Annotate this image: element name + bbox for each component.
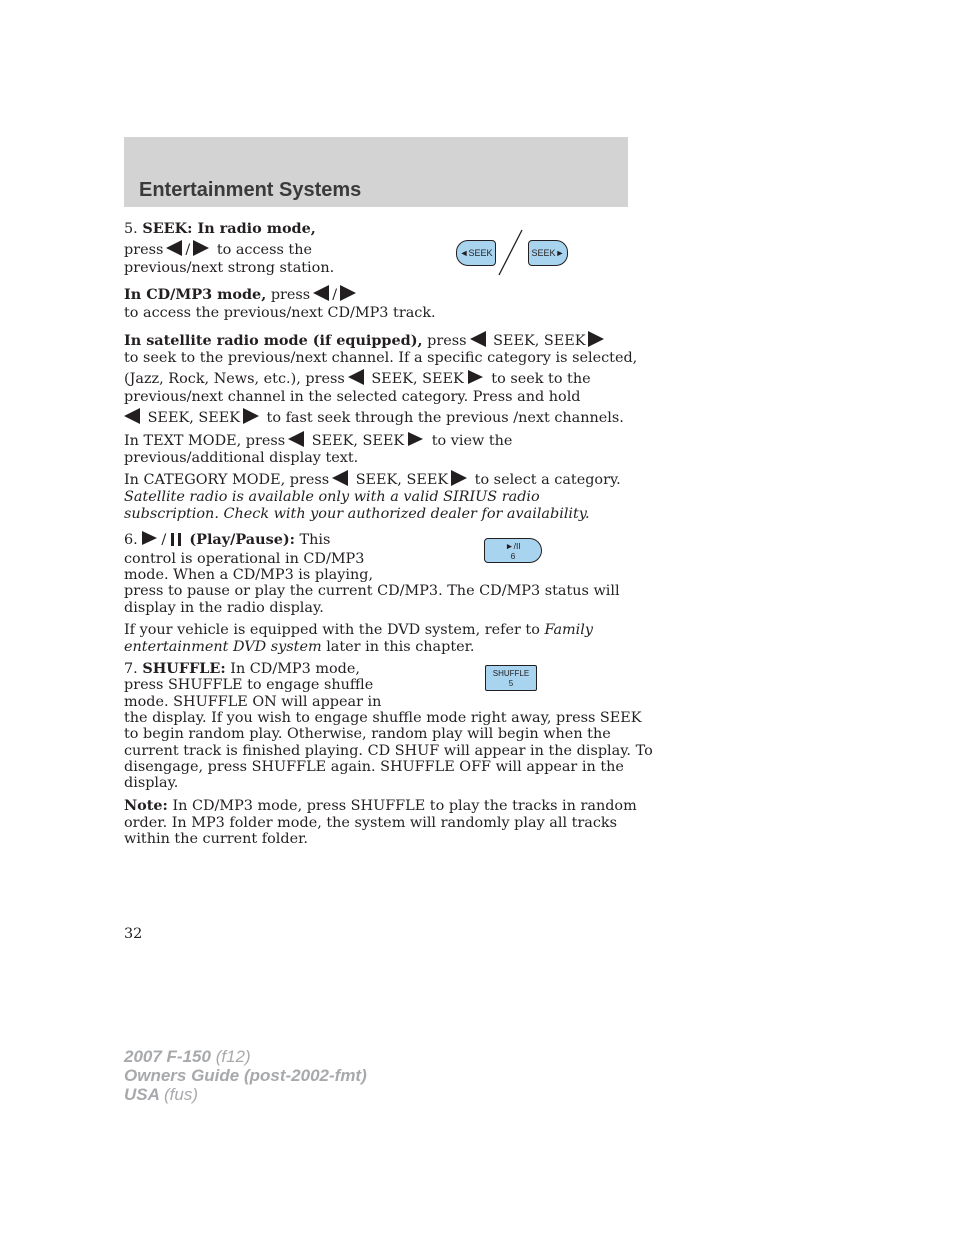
document-footer	[124, 1047, 367, 1104]
button-number: 6	[510, 551, 516, 561]
text: (Jazz, Rock, News, etc.), press	[124, 371, 345, 387]
text: 2007 F-150	[124, 1047, 211, 1066]
text: In CD/MP3 mode, press SHUFFLE to play the tracks in random	[172, 798, 637, 814]
shuffle-note-line-2: order. In MP3 folder mode, the system will randomly play all tracks	[124, 815, 618, 831]
satellite-line-4: previous/next channel in the selected category. Press and hold	[124, 389, 581, 405]
play-line-5: display in the radio display.	[124, 600, 324, 616]
play-heading: (Play/Pause):	[189, 531, 295, 548]
shuffle-button	[485, 665, 537, 691]
sirius-note-line-2: subscription. Check with your authorized dealer for availability.	[124, 506, 590, 522]
pause-icon	[178, 533, 181, 546]
text: This	[299, 532, 331, 548]
shuffle-line-7: disengage, press SHUFFLE again. SHUFFLE OFF will appear in the	[124, 759, 624, 775]
text: press	[270, 287, 311, 303]
seek-left-icon	[288, 431, 304, 447]
shuffle-line-8: display.	[124, 775, 179, 791]
shuffle-heading-line	[124, 661, 360, 678]
text: /	[161, 532, 167, 548]
seek-right-button: SEEK►	[528, 240, 568, 266]
shuffle-line-4: the display. If you wish to engage shuffle mode right away, press SEEK	[124, 710, 642, 726]
footer-line-3	[124, 1085, 367, 1104]
seek-left-icon	[332, 470, 348, 486]
category-mode-line	[124, 470, 621, 489]
seek-left-button: ◄SEEK	[456, 240, 496, 266]
play-line-2: control is operational in CD/MP3	[124, 551, 365, 567]
seek-left-icon	[470, 331, 486, 347]
seek-left-icon	[348, 369, 364, 385]
text: In CD/MP3 mode,	[124, 286, 267, 303]
text: SEEK, SEEK	[355, 472, 449, 488]
text-mode-line	[124, 431, 512, 450]
shuffle-line-6: current track is finished playing. CD SHUF will appear in the display. To	[124, 743, 653, 759]
text: If your vehicle is equipped with the DVD system, refer to	[124, 622, 540, 638]
shuffle-note-line-3: within the current folder.	[124, 831, 308, 847]
text: USA	[124, 1085, 160, 1104]
seek-heading: SEEK: In radio mode,	[142, 220, 316, 237]
seek-right-icon	[451, 470, 467, 486]
pause-icon	[171, 533, 174, 546]
shuffle-heading: SHUFFLE:	[142, 660, 226, 677]
note-label: Note:	[124, 797, 168, 814]
play-line-3: mode. When a CD/MP3 is playing,	[124, 567, 374, 583]
footer-line-1	[124, 1047, 367, 1066]
button-number: 5	[508, 679, 514, 688]
text: press	[427, 333, 467, 349]
item-number: 7.	[124, 661, 138, 677]
text: /	[185, 242, 191, 258]
satellite-line-3	[124, 369, 591, 388]
seek-left-icon	[124, 408, 140, 424]
text: SEEK, SEEK	[371, 371, 464, 387]
seek-line-2: previous/next strong station.	[124, 260, 335, 276]
shuffle-note-line-1	[124, 798, 637, 815]
satellite-line-1	[124, 331, 607, 350]
seek-right-icon	[193, 240, 209, 256]
play-line-4: press to pause or play the current CD/MP3. The CD/MP3 status will	[124, 583, 620, 599]
cd-mode-line	[124, 285, 359, 304]
satellite-line-5	[124, 408, 624, 427]
text: SEEK, SEEK	[493, 333, 586, 349]
sirius-note-line-1: Satellite radio is available only with a valid SIRIUS radio	[124, 489, 540, 505]
text-mode-line-2: previous/additional display text.	[124, 450, 359, 466]
seek-left-icon	[166, 240, 182, 256]
shuffle-line-2: press SHUFFLE to engage shuffle	[124, 677, 374, 693]
seek-heading-line	[124, 221, 316, 238]
seek-right-icon	[408, 432, 423, 446]
text: to seek to the	[491, 371, 591, 387]
text: (fus)	[164, 1085, 198, 1104]
text: to select a category.	[474, 472, 621, 488]
text: entertainment DVD system	[124, 639, 322, 655]
seek-right-icon	[468, 370, 483, 384]
cd-mode-line-2: to access the previous/next CD/MP3 track.	[124, 305, 436, 321]
item-number: 6.	[124, 532, 138, 548]
shuffle-label: SHUFFLE	[492, 669, 530, 678]
footer-line-2: Owners Guide (post-2002-fmt)	[124, 1066, 367, 1085]
text: to access the	[216, 242, 312, 258]
text: SEEK, SEEK	[147, 410, 240, 426]
play-icon	[142, 531, 157, 545]
text: to fast seek through the previous /next channels.	[266, 410, 624, 426]
play-pause-button	[484, 538, 542, 563]
separator-slash-icon	[497, 229, 525, 276]
seek-right-icon	[340, 285, 356, 301]
text: In CATEGORY MODE, press	[124, 472, 330, 488]
text: In TEXT MODE, press	[124, 433, 286, 449]
text: press	[124, 242, 164, 258]
text: Family	[544, 622, 594, 638]
page-number: 32	[124, 926, 143, 942]
text: In CD/MP3 mode,	[230, 661, 360, 677]
text: (f12)	[215, 1047, 251, 1066]
text: In satellite radio mode (if equipped),	[124, 332, 423, 349]
shuffle-line-5: to begin random play. Otherwise, random play will begin when the	[124, 726, 611, 742]
seek-left-icon	[313, 285, 329, 301]
dvd-line-2	[124, 639, 475, 656]
shuffle-line-3: mode. SHUFFLE ON will appear in	[124, 694, 382, 710]
text: to view the	[431, 433, 513, 449]
text: later in this chapter.	[326, 639, 475, 655]
item-number: 5.	[124, 221, 138, 237]
dvd-line-1	[124, 622, 593, 639]
seek-right-icon	[588, 331, 604, 347]
seek-line-1	[124, 240, 312, 259]
section-title: Entertainment Systems	[139, 179, 362, 201]
satellite-line-2: to seek to the previous/next channel. If a specific category is selected,	[124, 350, 638, 366]
text: /	[332, 287, 338, 303]
play-pause-label: ►/II	[505, 541, 521, 551]
text: SEEK, SEEK	[311, 433, 405, 449]
play-heading-line	[124, 531, 330, 549]
seek-right-icon	[243, 408, 259, 424]
section-header	[124, 137, 628, 207]
